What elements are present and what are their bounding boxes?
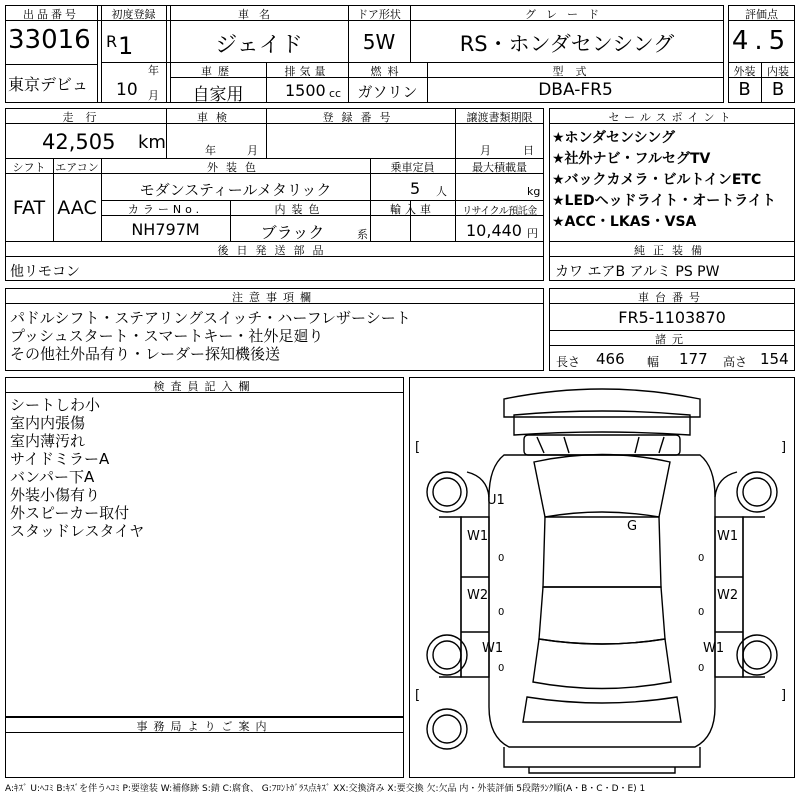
mileage-unit: km — [138, 132, 166, 153]
month-unit: 月 — [148, 89, 159, 102]
venue: 東京デビュ — [8, 75, 89, 94]
interior-value: ブラック — [260, 223, 325, 242]
inspector-line: 外スピーカー取付 — [10, 504, 130, 522]
colorno-label: カラーNo. — [127, 203, 204, 216]
inspector-line: シートしわ小 — [10, 396, 101, 414]
sales-point-item: ★ACC・LKAS・VSA — [552, 214, 697, 230]
displacement-value: 1500 — [285, 81, 326, 100]
history-value: 自家用 — [192, 85, 244, 105]
sales-point-item: ★LEDヘッドライト・オートライト — [552, 193, 776, 209]
mark-zero: 0 — [698, 663, 705, 674]
bracket-right-bottom: ] — [781, 688, 787, 703]
inspector-line: バンパー下A — [10, 468, 95, 486]
chassis-label: 車台番号 — [638, 291, 706, 304]
note-line: プッシュスタート・スマートキー・社外足廻り — [10, 327, 324, 345]
mileage-label: 走行 — [62, 111, 109, 124]
ext-value: B — [738, 79, 751, 100]
later-label: 後日発送部品 — [217, 244, 332, 257]
load-unit: kg — [527, 185, 541, 198]
era: R — [106, 32, 118, 51]
mark-zero: 0 — [498, 553, 505, 564]
chassis-value: FR5-1103870 — [618, 308, 726, 327]
mark-w1-right-rear: W1 — [703, 641, 725, 656]
dims-label: 諸元 — [655, 333, 689, 346]
mileage-value: 42,505 — [42, 130, 116, 154]
capacity-unit: 人 — [436, 185, 447, 198]
interior-label: 内装色 — [274, 203, 326, 216]
legend: A:ｷｽﾞ U:ﾍｺﾐ B:ｷｽﾞを伴うﾍｺﾐ P:要塗装 W:補修跡 S:錆 C:腐食、 G:ﾌﾛﾝﾄｶﾞﾗｽ点ｷｽﾞ XX:交換済み X:要交換 欠:欠品 内・外装評価 5段階ﾗﾝｸ順(A・B・C・D・E) 1 — [5, 784, 646, 794]
ext-label: 外装 — [733, 65, 756, 78]
ac-value: AAC — [57, 197, 97, 219]
transfer-day-unit: 日 — [523, 144, 534, 157]
recycle-label: リサイクル預託金 — [462, 206, 537, 217]
inspector-line: 室内内張傷 — [10, 414, 86, 432]
transfer-month-unit: 月 — [480, 144, 491, 157]
load-label: 最大積載量 — [472, 161, 527, 174]
note-line: パドルシフト・ステアリングスイッチ・ハーフレザーシート — [10, 309, 411, 327]
mark-zero: 0 — [498, 663, 505, 674]
insp-year-unit: 年 — [205, 144, 216, 157]
transfer-label: 譲渡書類期限 — [466, 111, 533, 124]
sales-points-label: セールスポイント — [608, 111, 736, 124]
door-value: 5W — [362, 30, 396, 54]
capacity-value: 5 — [410, 179, 421, 198]
regno-label: 登録番号 — [322, 111, 399, 124]
ac-label: エアコン — [55, 161, 99, 174]
car-diagram — [409, 377, 795, 778]
equipment-value: カワ エアB アルミ PS PW — [555, 264, 720, 280]
mark-zero: 0 — [498, 607, 505, 618]
int-label: 内装 — [767, 65, 789, 78]
year-unit: 年 — [148, 64, 159, 77]
bracket-right-top: ] — [781, 440, 787, 455]
score-value: 4.5 — [731, 26, 792, 56]
mark-w1-right-front: W1 — [717, 529, 739, 544]
capacity-label: 乗車定員 — [390, 161, 435, 174]
height-value: 154 — [760, 350, 789, 368]
model-value: DBA-FR5 — [538, 80, 613, 100]
notes-label: 注意事項欄 — [232, 291, 317, 304]
reg-month: 10 — [116, 80, 138, 100]
height-label: 高さ — [723, 355, 748, 369]
mark-w2-left: W2 — [467, 588, 489, 603]
car-name: ジェイド — [215, 33, 303, 58]
later-value: 他リモコン — [10, 264, 80, 280]
inspector-line: サイドミラーA — [10, 450, 110, 468]
displacement-unit: cc — [329, 87, 342, 100]
score-label: 評価点 — [745, 8, 778, 21]
door-label: ドア形状 — [357, 8, 401, 21]
length-value: 466 — [596, 350, 625, 368]
history-label: 車歴 — [201, 65, 235, 78]
fuel-label: 燃料 — [370, 65, 405, 78]
mark-w1-left-front: W1 — [467, 529, 489, 544]
inspector-line: 外装小傷有り — [10, 486, 101, 504]
recycle-value: 10,440 — [466, 221, 522, 240]
color-label: 外装色 — [207, 161, 264, 174]
first-reg-label: 初度登録 — [111, 8, 156, 21]
inspector-line: 室内薄汚れ — [10, 432, 86, 450]
lot-label: 出品番号 — [23, 8, 79, 21]
width-label: 幅 — [647, 355, 660, 369]
fuel-value: ガソリン — [357, 83, 418, 101]
inspector-label: 検査員記入欄 — [153, 380, 256, 393]
length-label: 長さ — [556, 355, 581, 369]
inspection-label: 車検 — [197, 111, 235, 124]
width-value: 177 — [679, 350, 708, 368]
insp-month-unit: 月 — [247, 144, 258, 157]
shift-value: FAT — [12, 197, 46, 219]
sales-points-list — [552, 128, 776, 233]
reg-year: 1 — [118, 32, 134, 60]
interior-unit: 系 — [357, 228, 368, 241]
int-value: B — [771, 79, 785, 100]
inspector-list — [10, 396, 144, 540]
bracket-left-top: [ — [415, 440, 421, 455]
inspector-line: スタッドレスタイヤ — [10, 522, 145, 540]
grade-label: グレード — [525, 8, 609, 21]
mark-zero: 0 — [698, 553, 705, 564]
sales-point-item: ★ホンダセンシング — [552, 130, 676, 146]
model-label: 型式 — [552, 65, 599, 78]
mark-w1-left-rear: W1 — [482, 641, 504, 656]
displacement-label: 排気量 — [284, 65, 330, 78]
mark-u1: U1 — [487, 493, 505, 508]
color-value: モダンスティールメタリック — [139, 181, 332, 199]
car-name-label: 車名 — [238, 8, 280, 21]
import-label: 輸入車 — [390, 203, 435, 216]
bracket-left-bottom: [ — [415, 688, 421, 703]
note-line: その他社外品有り・レーダー探知機後送 — [10, 345, 281, 363]
mark-zero: 0 — [698, 607, 705, 618]
mark-w2-right: W2 — [717, 588, 739, 603]
shift-label: シフト — [12, 161, 46, 174]
sales-point-item: ★バックカメラ・ビルトインETC — [552, 172, 762, 188]
office-label: 事務局よりご案内 — [136, 720, 273, 733]
sales-point-item: ★社外ナビ・フルセグTV — [552, 151, 711, 167]
recycle-unit: 円 — [527, 227, 538, 240]
equipment-label: 純正装備 — [634, 244, 710, 257]
lot-number: 33016 — [8, 25, 91, 55]
notes-list — [10, 309, 411, 363]
colorno-value: NH797M — [131, 220, 200, 239]
grade-value: RS・ホンダセンシング — [459, 32, 675, 56]
mark-g: G — [627, 519, 638, 534]
